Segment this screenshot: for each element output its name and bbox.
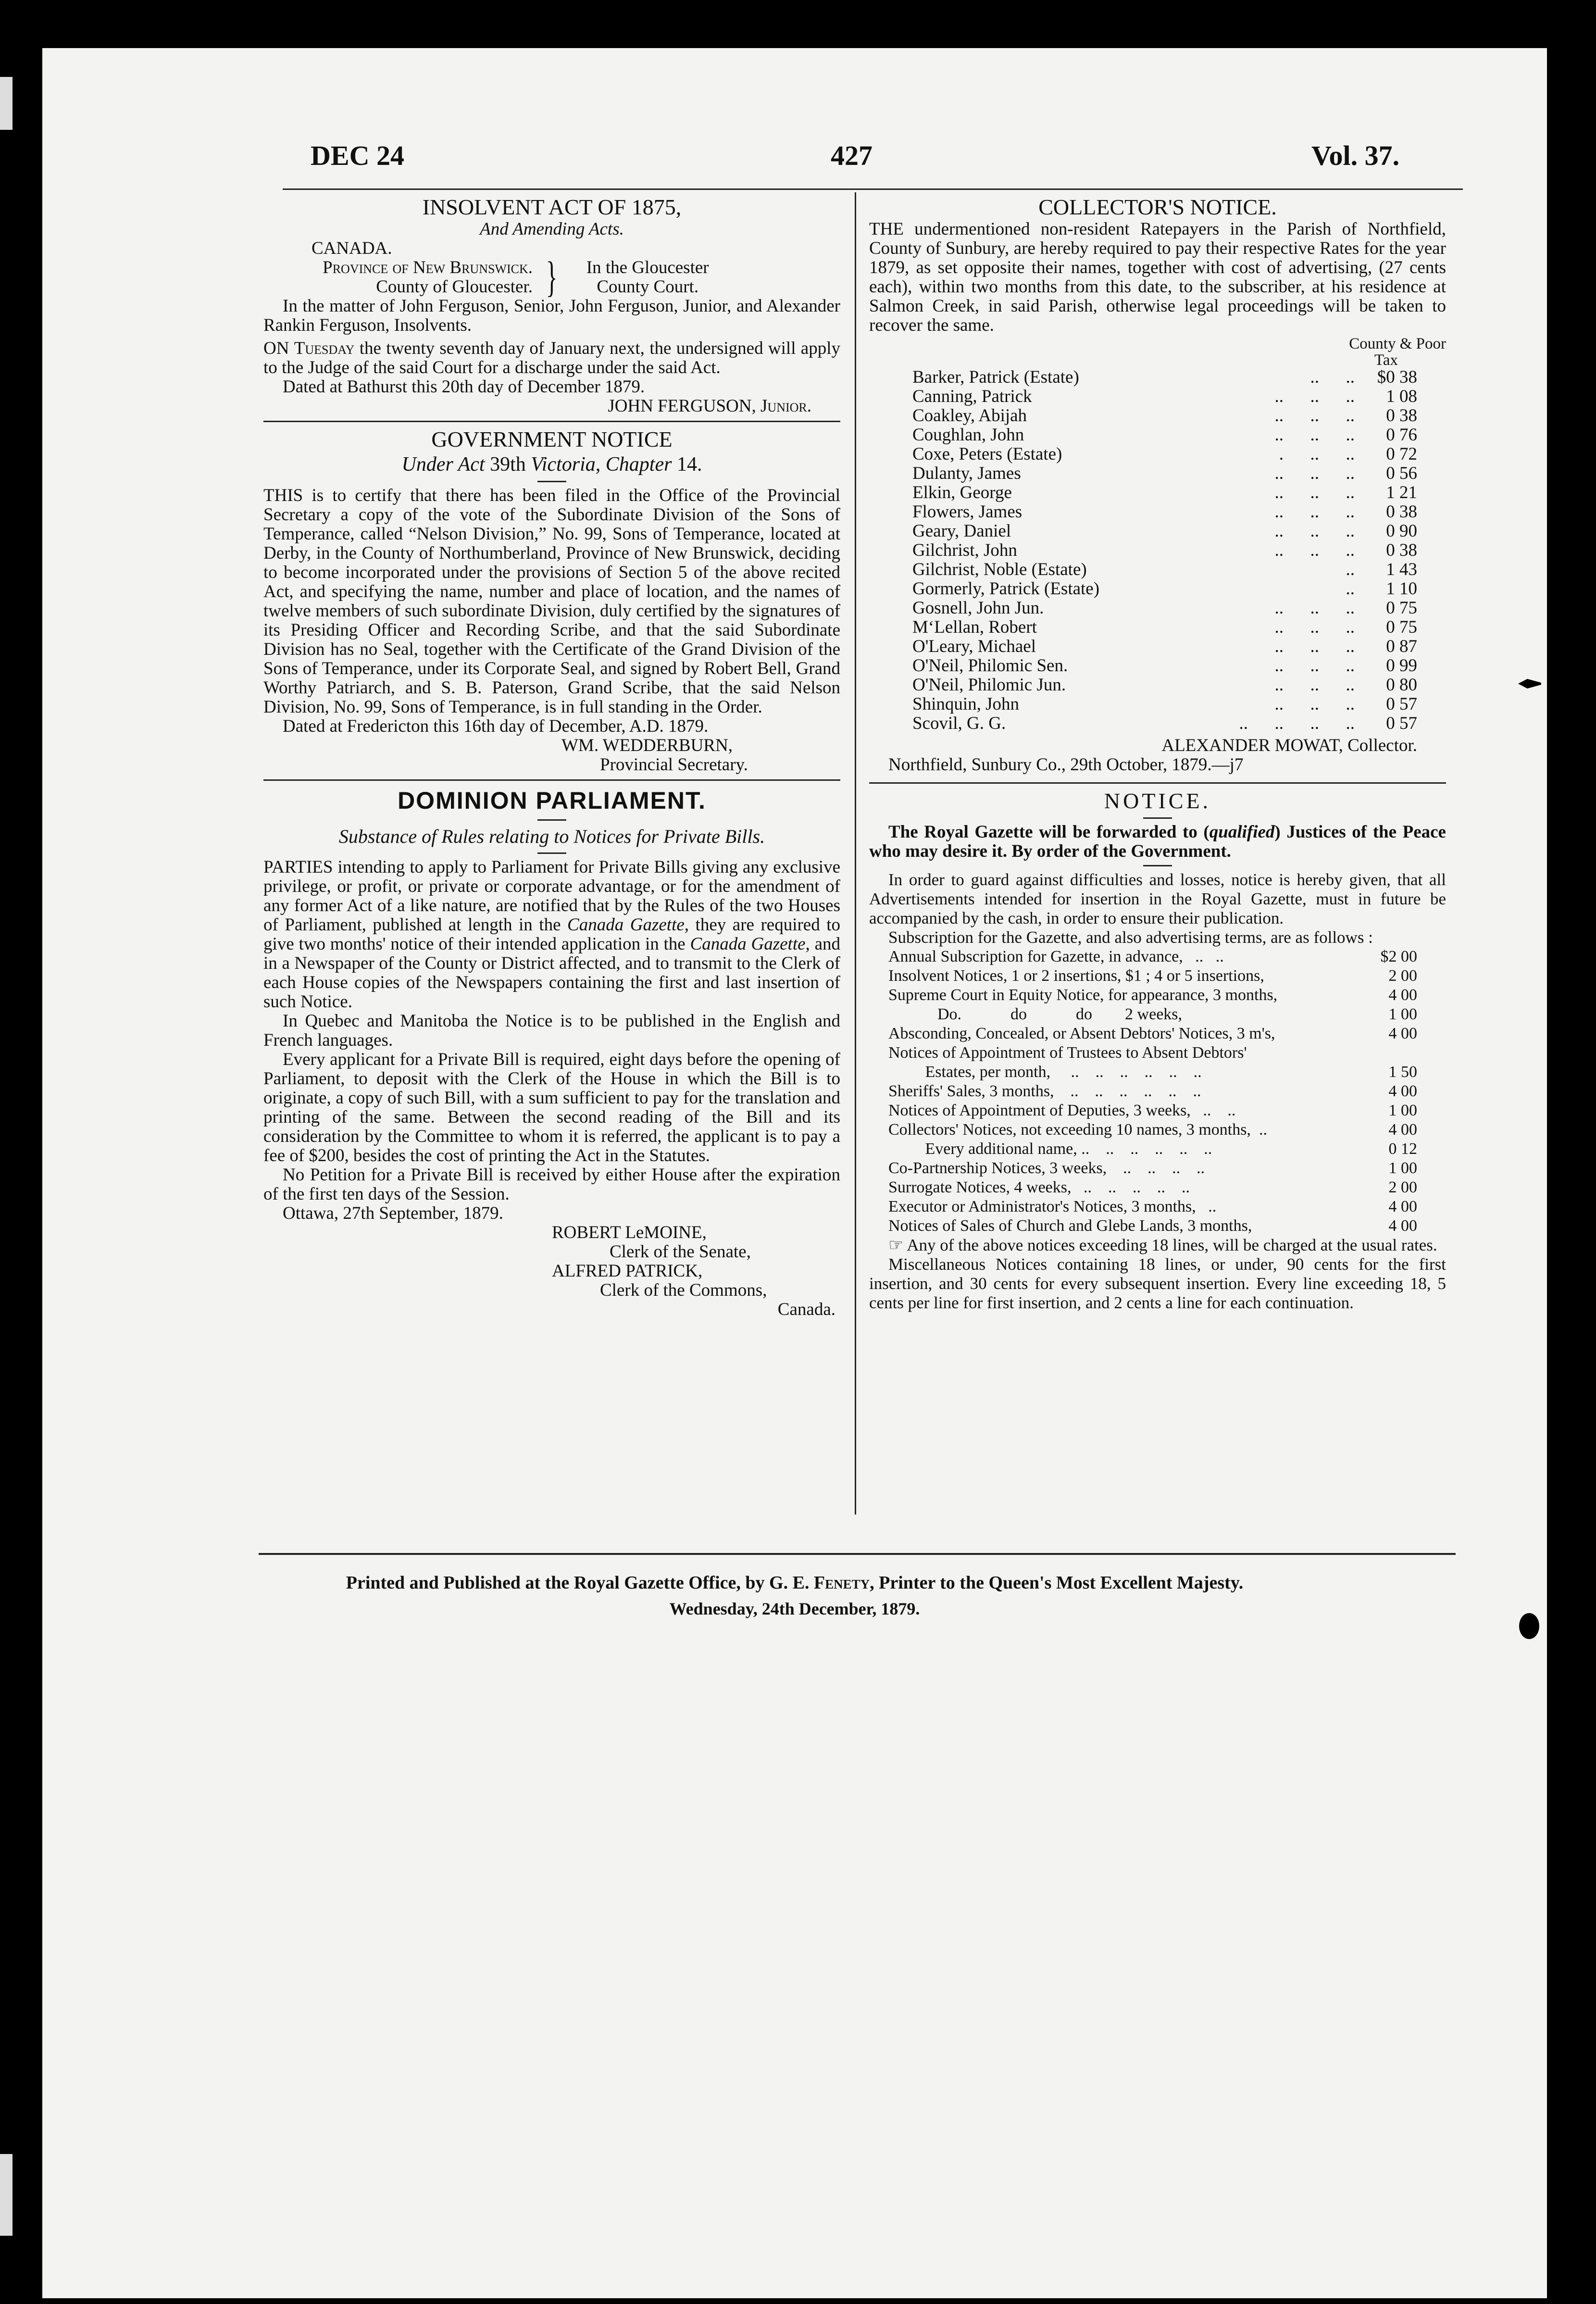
- tax-row-name: O'Leary, Michael: [912, 637, 1036, 656]
- tax-row-leader: .. .. ..: [1274, 656, 1355, 676]
- fee-row: [888, 1178, 1417, 1197]
- short-divider: [537, 852, 566, 854]
- tax-row-amount: 1 10: [1386, 579, 1417, 599]
- fee-row: [888, 986, 1417, 1005]
- royal-gazette-notice: [869, 789, 1446, 1313]
- tax-row-name: Shinquin, John: [912, 695, 1020, 714]
- tax-row: [912, 676, 1417, 695]
- fee-row-description: Co-Partnership Notices, 3 weeks, .. .. .. ..: [888, 1159, 1205, 1177]
- short-divider: [537, 819, 566, 821]
- fee-row-description: Do. do do 2 weeks,: [888, 1005, 1183, 1023]
- dominion-p1-gazette-1: Canada Gazette: [567, 915, 685, 935]
- fee-row-amount: 1 00: [1388, 1005, 1417, 1023]
- tax-row-leader: .. .. ..: [1274, 406, 1355, 426]
- insolvent-county: County of Gloucester.: [376, 277, 533, 297]
- tax-row-amount: 0 57: [1386, 714, 1417, 733]
- tax-row-leader: .. .. ..: [1274, 637, 1355, 656]
- tax-row-amount: 0 56: [1386, 463, 1417, 483]
- dominion-subtitle: Substance of Rules relating to Notices for Private Bills.: [338, 826, 765, 847]
- insolvent-court-line2: County Court.: [597, 277, 699, 297]
- tax-row: [912, 502, 1417, 522]
- tax-row-amount: 1 08: [1386, 387, 1417, 406]
- tax-row: [912, 637, 1417, 656]
- govnotice-dated: Dated at Fredericton this 16th day of December, A.D. 1879.: [283, 716, 709, 736]
- notice-title: NOTICE.: [1104, 789, 1211, 813]
- tax-row-leader: .. .. ..: [1274, 694, 1355, 714]
- insolvent-signer-name: JOHN FERGUSON,: [608, 396, 756, 416]
- tax-row-name: Gilchrist, Noble (Estate): [912, 560, 1087, 579]
- tax-row-amount: 0 38: [1386, 406, 1417, 426]
- fee-row: [888, 1024, 1417, 1043]
- tax-row: [912, 714, 1417, 733]
- govnotice-subtitle-b: 39th: [490, 453, 526, 476]
- insolvent-province: Province of New Brunswick.: [323, 258, 533, 277]
- tax-row-leader: .. .. ..: [1274, 617, 1355, 637]
- tax-row-amount: 0 80: [1386, 675, 1417, 695]
- fee-row: [888, 1101, 1417, 1120]
- dominion-paragraph-4: No Petition for a Private Bill is received by either House after the expiration of the first ten days of the Session.: [263, 1165, 840, 1204]
- fee-row-amount: 2 00: [1388, 967, 1417, 985]
- right-column: [869, 195, 1446, 1313]
- section-divider: [263, 421, 840, 422]
- left-column: [263, 195, 840, 1319]
- notice-fee-list: [869, 947, 1446, 1236]
- fee-row: [888, 1139, 1417, 1159]
- notice-paragraph-4: [869, 1236, 1446, 1255]
- fee-row-description: Notices of Appointment of Trustees to Absent Debtors': [888, 1044, 1247, 1062]
- fee-row: [888, 1159, 1417, 1178]
- dominion-signer-1: ROBERT LeMOINE,: [552, 1223, 707, 1242]
- fee-row-amount: 2 00: [1388, 1178, 1417, 1196]
- fee-row-amount: 0 12: [1388, 1140, 1417, 1158]
- tax-row-amount: 0 75: [1386, 617, 1417, 637]
- tax-row-name: Gosnell, John Jun.: [912, 599, 1044, 618]
- tax-row-leader: .. .. ..: [1274, 387, 1355, 406]
- header-page-number: 427: [831, 140, 873, 171]
- tax-row-leader: ..: [1346, 560, 1355, 579]
- notice-p1-qualified: qualified: [1209, 822, 1275, 842]
- dominion-parliament-notice: [263, 786, 840, 1319]
- govnotice-body: THIS is to certify that there has been filed in the Office of the Provincial Secretary a copy of the vote of the Subordinate Division of the Sons of Temperance, called “Nelson Division,” No. 99, Sons of Temperance, located at Derby, in the County of Northumberland, Province of New Brunswick, deciding to become incorporated under the provisions of Section 5 of the above recited Act, and specifying the name, number and place of location, and the names of twelve members of such subordinate Division, duly certified by the signatures of its Presiding Officer and Recording Scribe, and that the said Subordinate Division has no Seal, together with the Certificate of the Grand Division of the Sons of Temperance, under its Corporate Seal, and signed by Robert Bell, Grand Worthy Patriarch, and S. B. Paterson, Grand Scribe, that the said Nelson Division, No. 99, Sons of Temperance, is in full standing in the Order.: [263, 486, 840, 717]
- insolvent-body-text: the twenty seventh day of January next, the undersigned will apply to the Judge of the said Court for a discharge under the said Act.: [263, 338, 841, 377]
- govnotice-subtitle-d: 14.: [676, 453, 702, 476]
- dominion-p1-text-a: PARTIES intending to apply to Parliament for Private Bills giving any exclusive privilege, or profit, or private or corporate advantage, or for the amendment of any former Act of a like nature, are notified that by the Rules of the two Houses of Parliament, published at length in the: [263, 857, 840, 935]
- fee-row-amount: 4 00: [1388, 1217, 1417, 1235]
- fee-row-description: Collectors' Notices, not exceeding 10 names, 3 months, ..: [888, 1121, 1267, 1139]
- column-divider: [855, 192, 856, 1515]
- dominion-paragraph-3: Every applicant for a Private Bill is required, eight days before the opening of Parliament, to deposit with the Clerk of the House in which the Bill is to originate, a copy of such Bill, with a sum sufficient to pay for the translation and printing of the same. Between the second reading of the Bill and its consideration by the Committee to whom it is referred, the applicant is to pay a fee of $200, besides the cost of printing the Act in the Statutes.: [263, 1050, 840, 1165]
- tax-row-name: Elkin, George: [912, 483, 1012, 502]
- fee-row-amount: 1 00: [1388, 1102, 1417, 1119]
- fee-row: [888, 966, 1417, 986]
- tax-row-amount: 0 57: [1386, 694, 1417, 714]
- tax-row-name: Dulanty, James: [912, 464, 1021, 483]
- scan-edge-mark-bottom: [0, 2154, 12, 2236]
- insolvent-act-notice: [263, 195, 840, 416]
- collector-column-head-1: County & Poor: [1349, 335, 1446, 352]
- fee-row-description: Every additional name, .. .. .. .. .. ..: [888, 1140, 1212, 1158]
- insolvent-tuesday: Tuesday: [294, 338, 355, 358]
- tax-row-name: O'Neil, Philomic Jun.: [912, 676, 1066, 695]
- dominion-dated: Ottawa, 27th September, 1879.: [283, 1203, 503, 1223]
- fee-row-amount: $2 00: [1380, 948, 1417, 965]
- dominion-signer-2-place: Canada.: [777, 1300, 835, 1319]
- tax-row: [912, 483, 1417, 502]
- notice-p1-text-a: The Royal Gazette will be forwarded to (: [888, 822, 1209, 842]
- insolvent-jurisdiction: [263, 253, 840, 301]
- fee-row: [888, 1216, 1417, 1236]
- tax-row-leader: .. .. ..: [1274, 425, 1355, 445]
- tax-row-name: Gilchrist, John: [912, 541, 1017, 560]
- tax-row-leader: .. .. ..: [1274, 675, 1355, 695]
- fee-row: [888, 1197, 1417, 1216]
- insolvent-body: [263, 339, 840, 377]
- govnotice-signer: WM. WEDDERBURN,: [561, 736, 733, 755]
- dominion-p1-gazette-2: Canada Gazette: [690, 934, 806, 954]
- footer-rule: [259, 1553, 1456, 1555]
- fee-row-amount: 4 00: [1388, 1025, 1417, 1042]
- fee-row-description: Insolvent Notices, 1 or 2 insertions, $1 ; 4 or 5 insertions,: [888, 967, 1264, 985]
- tax-row-name: M‘Lellan, Robert: [912, 618, 1037, 637]
- header-volume: Vol. 37.: [1311, 140, 1400, 171]
- collector-column-head-2: Tax: [1374, 351, 1398, 369]
- insolvent-signer: [263, 397, 840, 416]
- tax-row: [912, 618, 1417, 637]
- fee-row-amount: 1 00: [1388, 1159, 1417, 1177]
- dominion-paragraph-1: [263, 858, 840, 1012]
- tax-row-name: Gormerly, Patrick (Estate): [912, 579, 1100, 599]
- gazette-page: [42, 48, 1547, 2298]
- tax-row-amount: 0 72: [1386, 444, 1417, 464]
- tax-row-leader: .. .. ..: [1274, 521, 1355, 541]
- tax-row-leader: .. .. ..: [1274, 598, 1355, 618]
- tax-row: [912, 560, 1417, 579]
- brace-symbol: }: [546, 253, 558, 301]
- govnotice-signer-title: Provincial Secretary.: [600, 755, 748, 775]
- insolvent-title: INSOLVENT ACT OF 1875,: [422, 195, 682, 219]
- tax-row: [912, 445, 1417, 464]
- tax-row-name: O'Neil, Philomic Sen.: [912, 656, 1068, 676]
- government-notice: [263, 427, 840, 775]
- tax-row-leader: .. ..: [1310, 367, 1355, 387]
- insolvent-on: ON: [263, 338, 289, 358]
- tax-row-name: Canning, Patrick: [912, 387, 1032, 406]
- tax-row-name: Flowers, James: [912, 502, 1022, 522]
- tax-row: [912, 387, 1417, 406]
- pointing-hand-icon: ☞: [888, 1236, 904, 1254]
- fee-row-description: Annual Subscription for Gazette, in advance, .. ..: [888, 948, 1224, 965]
- insolvent-subtitle: And Amending Acts.: [480, 219, 624, 239]
- fee-row-amount: 4 00: [1388, 1198, 1417, 1215]
- fee-row-description: Notices of Appointment of Deputies, 3 weeks, .. ..: [888, 1102, 1236, 1119]
- tax-row-name: Coakley, Abijah: [912, 406, 1027, 426]
- fee-row-description: Absconding, Concealed, or Absent Debtors' Notices, 3 m's,: [888, 1025, 1275, 1042]
- short-divider: [1143, 865, 1172, 866]
- tax-row-amount: 0 99: [1386, 656, 1417, 676]
- tax-row-name: Scovil, G. G.: [912, 714, 1006, 733]
- tax-row-name: Coughlan, John: [912, 426, 1024, 445]
- fee-row-amount: 4 00: [1388, 986, 1417, 1004]
- fee-row-description: Sheriffs' Sales, 3 months, .. .. .. .. .. ..: [888, 1082, 1201, 1100]
- notice-paragraph-5: Miscellaneous Notices containing 18 lines, or under, 90 cents for the first insertion, and 30 cents for every subsequent insertion. Every line exceeding 18, 5 cents per line for first insertion, and 2 cents a line for each continuation.: [869, 1255, 1446, 1312]
- fee-row: [888, 1043, 1417, 1063]
- notice-p1-text-b: ) Justices of the Peace who may desire it. By order of the Government.: [869, 822, 1446, 861]
- collector-tax-list: [869, 368, 1446, 733]
- ink-blot-mark: [1518, 679, 1541, 689]
- section-divider: [263, 779, 840, 781]
- ink-blot-mark: [1519, 1613, 1539, 1639]
- fee-row-description: Supreme Court in Equity Notice, for appearance, 3 months,: [888, 986, 1278, 1004]
- footer-printer-name: Fenety: [813, 1573, 870, 1593]
- tax-row: [912, 599, 1417, 618]
- tax-row: [912, 579, 1417, 599]
- scan-edge-mark-top: [0, 77, 12, 130]
- tax-row-amount: 0 90: [1386, 521, 1417, 541]
- dominion-signer-2-title: Clerk of the Commons,: [600, 1280, 767, 1300]
- fee-row-amount: 4 00: [1388, 1121, 1417, 1139]
- tax-row-amount: 0 76: [1386, 425, 1417, 445]
- fee-row: [888, 1063, 1417, 1082]
- insolvent-dated: Dated at Bathurst this 20th day of December 1879.: [283, 377, 645, 397]
- fee-row: [888, 1005, 1417, 1024]
- tax-row-name: Geary, Daniel: [912, 522, 1011, 541]
- collector-signer: ALEXANDER MOWAT, Collector.: [1161, 736, 1417, 755]
- footer-imprint: [42, 1572, 1547, 1593]
- tax-row-amount: 0 87: [1386, 637, 1417, 656]
- tax-row: [912, 541, 1417, 560]
- collector-dated: Northfield, Sunbury Co., 29th October, 1879.—j7: [888, 755, 1244, 775]
- dominion-signer-1-title: Clerk of the Senate,: [610, 1242, 751, 1262]
- insolvent-canada: CANADA.: [312, 238, 392, 258]
- fee-row-description: Surrogate Notices, 4 weeks, .. .. .. .. ..: [888, 1178, 1190, 1196]
- tax-row: [912, 426, 1417, 445]
- fee-row: [888, 1120, 1417, 1139]
- fee-row: [888, 1082, 1417, 1101]
- tax-row: [912, 522, 1417, 541]
- tax-row-name: Coxe, Peters (Estate): [912, 445, 1062, 464]
- fee-row: [888, 947, 1417, 966]
- tax-row-amount: 0 38: [1386, 502, 1417, 522]
- tax-row-leader: ..: [1346, 579, 1355, 599]
- tax-row-leader: .. .. ..: [1274, 483, 1355, 502]
- notice-paragraph-1: [869, 823, 1446, 861]
- footer-date: Wednesday, 24th December, 1879.: [669, 1599, 920, 1618]
- tax-row-amount: $0 38: [1377, 367, 1417, 387]
- insolvent-matter: In the matter of John Ferguson, Senior, John Ferguson, Junior, and Alexander Rankin Ferguson, Insolvents.: [263, 296, 840, 335]
- tax-row-name: Barker, Patrick (Estate): [912, 368, 1079, 387]
- govnotice-subtitle: [263, 452, 840, 477]
- insolvent-signer-suffix: Junior.: [761, 396, 811, 416]
- footer-imprint-a: Printed and Published at the Royal Gazette Office, by G. E.: [346, 1573, 810, 1593]
- govnotice-subtitle-a: Under Act: [401, 453, 485, 476]
- tax-row: [912, 695, 1417, 714]
- dominion-p1-text-c: , and in a Newspaper of the County or District affected, and to transmit to the Clerk of each House copies of the Newspapers containing the first and last insertion of such Notice.: [263, 934, 840, 1012]
- notice-paragraph-2: In order to guard against difficulties and losses, notice is hereby given, that all Advertisements intended for insertion in the Royal Gazette, must in future be accompanied by the cash, in order to ensure their publication.: [869, 870, 1446, 927]
- tax-row: [912, 656, 1417, 676]
- tax-row-amount: 1 21: [1386, 483, 1417, 502]
- collector-title: COLLECTOR'S NOTICE.: [1038, 195, 1277, 219]
- collector-intro: THE undermentioned non-resident Ratepayers in the Parish of Northfield, County of Sunbury, are hereby required to pay their respective Rates for the year 1879, as set opposite their names, together with cost of advertising, (27 cents each), within two months from this date, to the subscriber, at his residence at Salmon Creek, in said Parish, otherwise legal proceedings will be taken to recover the same.: [869, 219, 1446, 335]
- dominion-p1-text-b: , they are required to give two months' notice of their intended application in the: [263, 915, 841, 954]
- notice-p4-text: Any of the above notices exceeding 18 lines, will be charged at the usual rates.: [907, 1236, 1437, 1254]
- fee-row-amount: [1355, 1043, 1417, 1063]
- section-divider: [869, 782, 1446, 784]
- header-rule: [283, 188, 1463, 190]
- tax-row: [912, 464, 1417, 483]
- govnotice-subtitle-c: Victoria, Chapter: [531, 453, 672, 476]
- insolvent-court-line1: In the Gloucester: [586, 258, 709, 277]
- fee-row-description: Estates, per month, .. .. .. .. .. ..: [888, 1063, 1202, 1081]
- tax-row-leader: .. .. ..: [1274, 540, 1355, 560]
- notice-paragraph-3: Subscription for the Gazette, and also advertising terms, are as follows :: [888, 928, 1373, 947]
- fee-row-description: Executor or Administrator's Notices, 3 months, ..: [888, 1198, 1217, 1215]
- tax-row-leader: . .. ..: [1279, 444, 1355, 464]
- header-date: DEC 24: [311, 140, 404, 171]
- tax-row-leader: .. .. ..: [1274, 463, 1355, 483]
- dominion-paragraph-2: In Quebec and Manitoba the Notice is to be published in the English and French languages.: [263, 1011, 840, 1050]
- tax-row-amount: 0 38: [1386, 540, 1417, 560]
- dominion-title: DOMINION PARLIAMENT.: [398, 787, 706, 814]
- fee-row-description: Notices of Sales of Church and Glebe Lands, 3 months,: [888, 1217, 1252, 1235]
- tax-row: [912, 406, 1417, 426]
- short-divider: [1143, 817, 1172, 819]
- short-divider: [537, 481, 566, 482]
- dominion-signer-2: ALFRED PATRICK,: [552, 1261, 703, 1281]
- tax-row-amount: 1 43: [1386, 560, 1417, 579]
- collectors-notice: [869, 195, 1446, 775]
- footer-imprint-b: , Printer to the Queen's Most Excellent Majesty.: [870, 1573, 1244, 1593]
- fee-row-amount: 4 00: [1388, 1082, 1417, 1100]
- tax-row-leader: .. .. .. ..: [1239, 714, 1355, 733]
- govnotice-title: GOVERNMENT NOTICE: [431, 427, 673, 451]
- fee-row-amount: 1 50: [1388, 1063, 1417, 1081]
- tax-row-amount: 0 75: [1386, 598, 1417, 618]
- tax-row: [912, 368, 1417, 387]
- tax-row-leader: .. .. ..: [1274, 502, 1355, 522]
